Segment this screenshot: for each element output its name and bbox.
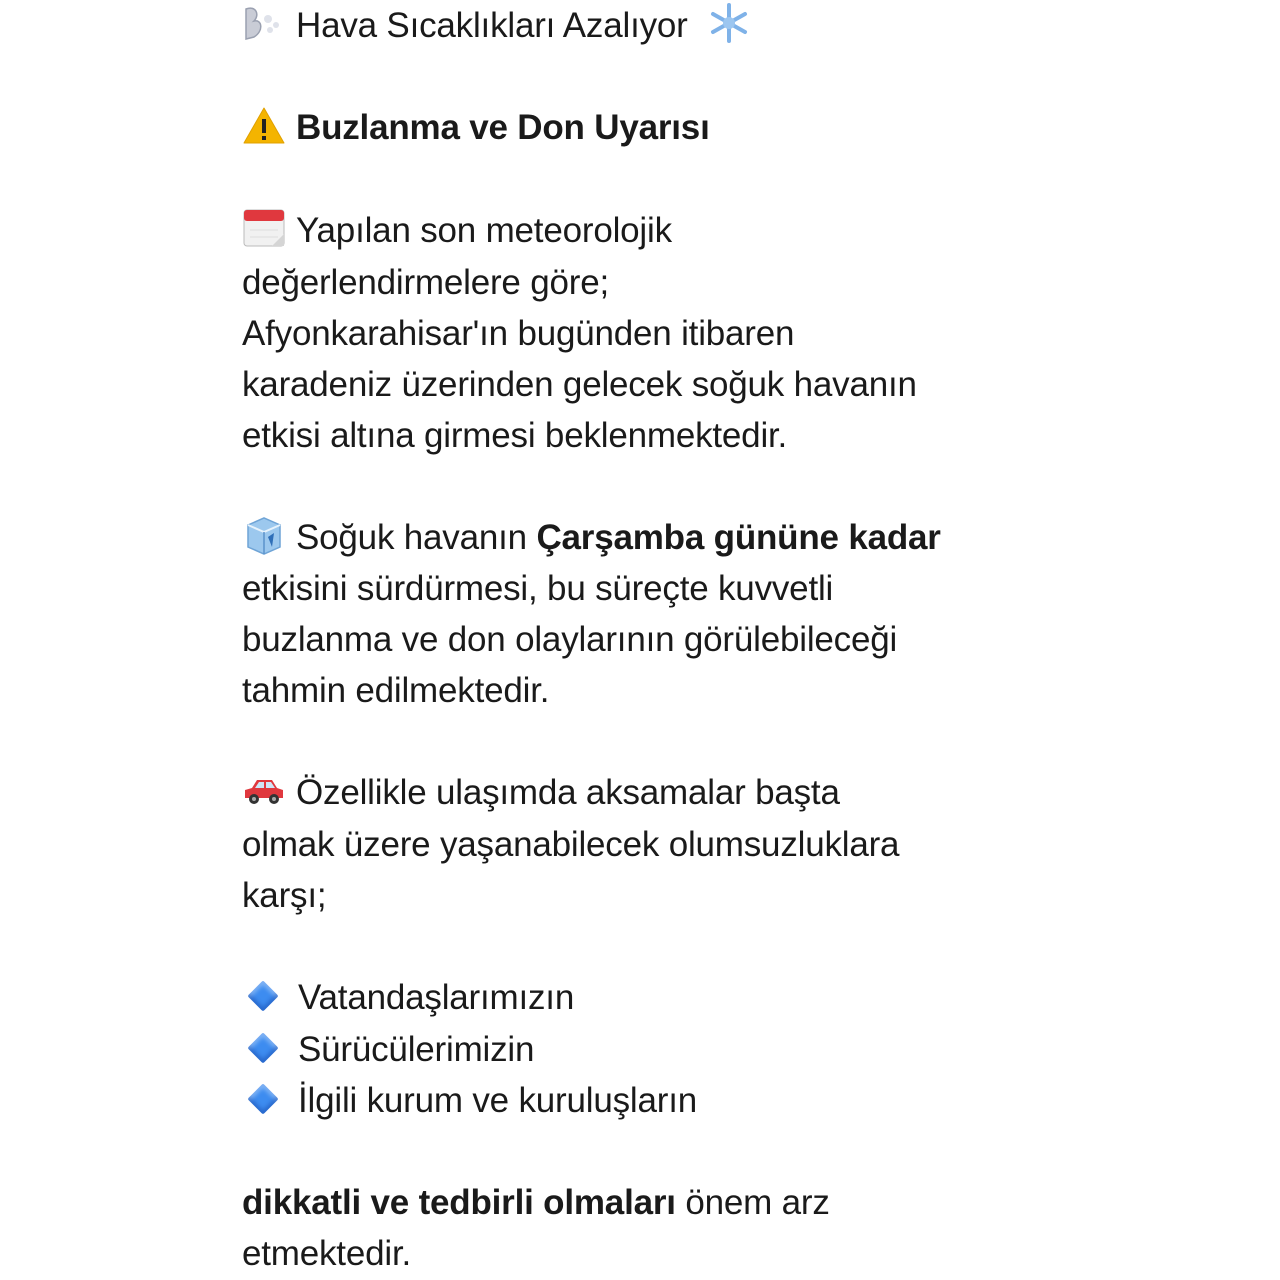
closing-bold-text: dikkatli ve tedbirli olmaları [242, 1183, 676, 1222]
car-icon [242, 770, 286, 810]
bullet-text: Vatandaşlarımızın [298, 978, 575, 1017]
paragraph-3-line-1 [242, 767, 840, 819]
bullet-text: İlgili kurum ve kuruluşların [298, 1081, 697, 1120]
blue-diamond-icon [247, 1032, 278, 1063]
paragraph-1-line-1 [242, 205, 672, 257]
paragraph-3-line-3: karşı; [242, 876, 327, 915]
bullet-text: Sürücülerimizin [298, 1030, 535, 1069]
bullet-item [242, 1075, 697, 1127]
paragraph-3-line-2: olmak üzere yaşanabilecek olumsuzluklara [242, 825, 900, 864]
paragraph-1-text: Yapılan son meteorolojik [296, 211, 672, 250]
bullet-item [242, 972, 574, 1024]
title-text: Hava Sıcaklıkları Azalıyor [296, 6, 688, 45]
bullet-item [242, 1024, 534, 1076]
blue-diamond-icon [247, 980, 278, 1011]
paragraph-2-line-1 [242, 512, 941, 564]
title-line [242, 0, 761, 52]
paragraph-1-line-4: karadeniz üzerinden gelecek soğuk havanın [242, 365, 917, 404]
ice-cube-icon [242, 515, 286, 555]
warning-icon [242, 105, 286, 145]
paragraph-3-text: Özellikle ulaşımda aksamalar başta [296, 773, 840, 812]
closing-normal-text: önem arz [675, 1183, 830, 1222]
paragraph-1-line-2: değerlendirmelere göre; [242, 263, 610, 302]
paragraph-1-line-3: Afyonkarahisar'ın bugünden itibaren [242, 314, 795, 353]
warning-text: Buzlanma ve Don Uyarısı [296, 108, 710, 147]
warning-line [242, 102, 710, 154]
paragraph-2-line-3: buzlanma ve don olaylarının görülebileceği [242, 620, 898, 659]
wind-blowing-face-icon [242, 3, 286, 43]
paragraph-1-line-5: etkisi altına girmesi beklenmektedir. [242, 416, 788, 455]
calendar-icon [242, 208, 286, 248]
paragraph-2-line-4: tahmin edilmektedir. [242, 671, 550, 710]
paragraph-2-text: Soğuk havanın [296, 518, 537, 557]
closing-line-1 [242, 1177, 830, 1229]
highlight-text: Çarşamba gününe kadar [536, 518, 941, 557]
snowflake-icon [707, 3, 751, 43]
closing-line-2: etmektedir. [242, 1234, 411, 1273]
paragraph-2-line-2: etkisini sürdürmesi, bu süreçte kuvvetli [242, 569, 834, 608]
blue-diamond-icon [247, 1083, 278, 1114]
